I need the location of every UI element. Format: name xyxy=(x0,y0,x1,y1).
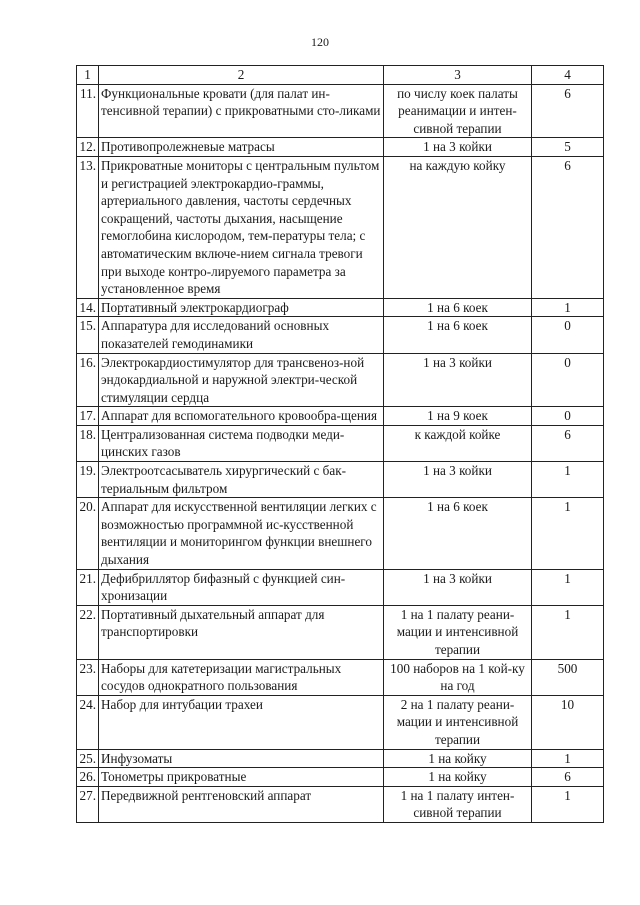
table-row xyxy=(77,156,604,298)
equipment-count: 1 xyxy=(532,749,604,768)
equipment-quantity-norm: 100 наборов на 1 кой-ку на год xyxy=(384,659,532,695)
equipment-count: 5 xyxy=(532,138,604,157)
equipment-name: Противопролежневые матрасы xyxy=(99,138,384,157)
header-cell-3: 3 xyxy=(384,66,532,85)
equipment-count: 1 xyxy=(532,786,604,822)
row-number: 26. xyxy=(77,768,99,787)
row-number: 24. xyxy=(77,695,99,749)
equipment-count: 10 xyxy=(532,695,604,749)
row-number: 18. xyxy=(77,425,99,461)
equipment-count: 0 xyxy=(532,317,604,353)
equipment-quantity-norm: 1 на койку xyxy=(384,768,532,787)
row-number: 22. xyxy=(77,605,99,659)
table-row xyxy=(77,659,604,695)
equipment-quantity-norm: 1 на 6 коек xyxy=(384,317,532,353)
table-row xyxy=(77,84,604,138)
equipment-name: Наборы для катетеризации магистральных сосудов однократного пользования xyxy=(99,659,384,695)
row-number: 20. xyxy=(77,498,99,569)
table-row xyxy=(77,749,604,768)
equipment-name: Портативный электрокардиограф xyxy=(99,298,384,317)
equipment-count: 0 xyxy=(532,353,604,407)
equipment-name: Централизованная система подводки меди-цинских газов xyxy=(99,425,384,461)
header-cell-2: 2 xyxy=(99,66,384,85)
header-cell-4: 4 xyxy=(532,66,604,85)
equipment-quantity-norm: 1 на 6 коек xyxy=(384,298,532,317)
equipment-name: Прикроватные мониторы с центральным пультом и регистрацией электрокардио-граммы, артериального давления, частоты сердечных сокращений, частоты дыхания, насыщение гемоглобина кислородом, тем-пературы тела; с автоматическим включе-нием сигнала тревоги при выходе контро-лируемого параметра за установленное время xyxy=(99,156,384,298)
equipment-quantity-norm: 1 на 3 койки xyxy=(384,353,532,407)
equipment-name: Дефибриллятор бифазный с функцией син-хронизации xyxy=(99,569,384,605)
table-row xyxy=(77,569,604,605)
table-row xyxy=(77,768,604,787)
equipment-count: 6 xyxy=(532,84,604,138)
row-number: 13. xyxy=(77,156,99,298)
row-number: 12. xyxy=(77,138,99,157)
equipment-quantity-norm: к каждой койке xyxy=(384,425,532,461)
table-row xyxy=(77,407,604,426)
equipment-quantity-norm: 1 на 1 палату реани-мации и интенсивной терапии xyxy=(384,605,532,659)
equipment-name: Тонометры прикроватные xyxy=(99,768,384,787)
equipment-name: Инфузоматы xyxy=(99,749,384,768)
equipment-count: 1 xyxy=(532,498,604,569)
table-row xyxy=(77,317,604,353)
equipment-count: 1 xyxy=(532,569,604,605)
equipment-name: Аппаратура для исследований основных показателей гемодинамики xyxy=(99,317,384,353)
equipment-table xyxy=(76,65,604,823)
row-number: 21. xyxy=(77,569,99,605)
row-number: 25. xyxy=(77,749,99,768)
table-row xyxy=(77,462,604,498)
table-row xyxy=(77,425,604,461)
equipment-quantity-norm: 2 на 1 палату реани-мации и интенсивной терапии xyxy=(384,695,532,749)
equipment-count: 1 xyxy=(532,462,604,498)
equipment-name: Набор для интубации трахеи xyxy=(99,695,384,749)
row-number: 16. xyxy=(77,353,99,407)
row-number: 14. xyxy=(77,298,99,317)
equipment-quantity-norm: 1 на 9 коек xyxy=(384,407,532,426)
equipment-count: 6 xyxy=(532,156,604,298)
equipment-quantity-norm: 1 на 3 койки xyxy=(384,569,532,605)
equipment-quantity-norm: по числу коек палаты реанимации и интен-сивной терапии xyxy=(384,84,532,138)
equipment-quantity-norm: 1 на 1 палату интен-сивной терапии xyxy=(384,786,532,822)
equipment-quantity-norm: 1 на 3 койки xyxy=(384,138,532,157)
table-row xyxy=(77,138,604,157)
equipment-count: 6 xyxy=(532,768,604,787)
equipment-name: Функциональные кровати (для палат ин-тенсивной терапии) с прикроватными сто-ликами xyxy=(99,84,384,138)
row-number: 15. xyxy=(77,317,99,353)
equipment-quantity-norm: на каждую койку xyxy=(384,156,532,298)
equipment-name: Аппарат для искусственной вентиляции легких с возможностью программной ис-кусственной вентиляции и мониторингом функции внешнего дыхания xyxy=(99,498,384,569)
table-row xyxy=(77,353,604,407)
equipment-count: 1 xyxy=(532,298,604,317)
equipment-quantity-norm: 1 на 3 койки xyxy=(384,462,532,498)
header-cell-1: 1 xyxy=(77,66,99,85)
equipment-count: 500 xyxy=(532,659,604,695)
row-number: 11. xyxy=(77,84,99,138)
table-header-row xyxy=(77,66,604,85)
table-body xyxy=(77,66,604,823)
equipment-name: Аппарат для вспомогательного кровообра-щения xyxy=(99,407,384,426)
equipment-name: Электроотсасыватель хирургический с бак-териальным фильтром xyxy=(99,462,384,498)
equipment-count: 0 xyxy=(532,407,604,426)
equipment-quantity-norm: 1 на койку xyxy=(384,749,532,768)
equipment-count: 6 xyxy=(532,425,604,461)
equipment-count: 1 xyxy=(532,605,604,659)
equipment-name: Передвижной рентгеновский аппарат xyxy=(99,786,384,822)
equipment-quantity-norm: 1 на 6 коек xyxy=(384,498,532,569)
row-number: 27. xyxy=(77,786,99,822)
equipment-name: Портативный дыхательный аппарат для транспортировки xyxy=(99,605,384,659)
table-row xyxy=(77,498,604,569)
table-row xyxy=(77,298,604,317)
table-row xyxy=(77,605,604,659)
table-row xyxy=(77,786,604,822)
page-number: 120 xyxy=(311,35,329,49)
row-number: 19. xyxy=(77,462,99,498)
equipment-name: Электрокардиостимулятор для трансвеноз-ной эндокардиальной и наружной электри-ческой стимуляции сердца xyxy=(99,353,384,407)
row-number: 23. xyxy=(77,659,99,695)
row-number: 17. xyxy=(77,407,99,426)
table-row xyxy=(77,695,604,749)
